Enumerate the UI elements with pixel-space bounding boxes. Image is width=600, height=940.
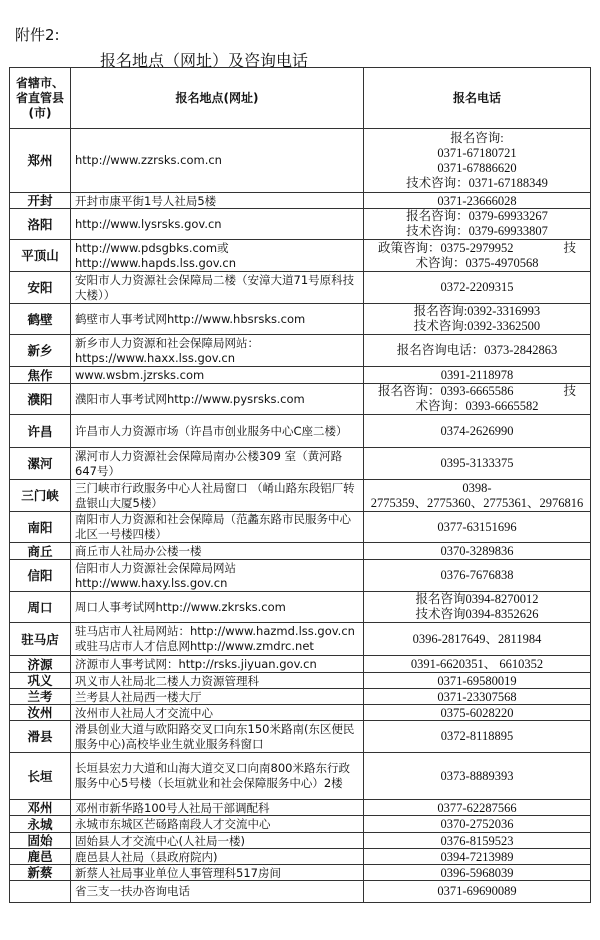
phone-line: 术咨询：0393-6665582 <box>415 399 539 413</box>
phone-line: 0398- <box>462 480 492 495</box>
phone-line: 0372-8118895 <box>440 729 514 743</box>
address-cell: 汝州市人社局人才交流中心 <box>71 705 364 721</box>
table-row <box>10 800 591 816</box>
phone-cell <box>364 673 591 689</box>
phone-cell <box>364 800 591 816</box>
region-cell: 鹤壁 <box>10 304 71 335</box>
region-cell: 郑州 <box>10 129 71 193</box>
phone-line: 0371-23307568 <box>437 689 517 704</box>
phone-cell <box>364 512 591 543</box>
phone-cell <box>364 689 591 705</box>
phone-cell <box>364 592 591 623</box>
phone-cell <box>364 753 591 800</box>
table-row <box>10 480 591 512</box>
address-cell: 濮阳市人事考试网http://www.pysrsks.com <box>71 384 364 415</box>
phone-line: 0370-2752036 <box>440 816 514 831</box>
phone-line: 报名咨询0394-8270012 <box>415 592 539 606</box>
phone-cell <box>364 881 591 903</box>
address-cell: 济源市人事考试网：http://rsks.jiyuan.gov.cn <box>71 656 364 673</box>
table-row <box>10 335 591 367</box>
phone-cell <box>364 833 591 849</box>
phone-cell <box>364 656 591 673</box>
region-cell: 固始 <box>10 833 71 849</box>
phone-line: 0375-6028220 <box>440 705 514 720</box>
address-cell: 信阳市人力资源社会保障局网站http://www.haxy.lss.gov.cn <box>71 560 364 592</box>
phone-line: 0371-23666028 <box>437 193 517 208</box>
phone-line: 0373-8889393 <box>440 768 514 783</box>
phone-line: 报名咨询电话：0373-2842863 <box>396 343 558 357</box>
address-cell: 兰考县人社局西一楼大厅 <box>71 689 364 705</box>
phone-line: 0374-2626990 <box>440 423 514 438</box>
table-row <box>10 689 591 705</box>
address-cell: 新蔡人社局事业单位人事管理科517房间 <box>71 865 364 881</box>
address-cell: 安阳市人力资源社会保障局二楼（安漳大道71号原科技大楼）） <box>71 272 364 304</box>
table-row <box>10 193 591 209</box>
region-cell: 焦作 <box>10 367 71 384</box>
header-region: 省辖市、省直管县(市) <box>10 68 71 129</box>
phone-cell <box>364 816 591 833</box>
table-row <box>10 209 591 240</box>
phone-cell <box>364 480 591 512</box>
phone-line: 0372-2209315 <box>440 280 514 294</box>
phone-cell <box>364 129 591 193</box>
page-title: 报名地点（网址）及咨询电话 <box>100 51 309 70</box>
table-row <box>10 865 591 881</box>
address-cell: 巩义市人社局北二楼人力资源管理科 <box>71 673 364 689</box>
phone-cell <box>364 272 591 304</box>
phone-line: 技术咨询:0392-3362500 <box>413 319 541 333</box>
table-row <box>10 272 591 304</box>
address-cell: 许昌市人力资源市场（许昌市创业服务中心C座二楼） <box>71 415 364 448</box>
table-row <box>10 240 591 272</box>
address-cell: 永城市东城区芒砀路南段人才交流中心 <box>71 816 364 833</box>
phone-cell <box>364 849 591 865</box>
table-row <box>10 448 591 480</box>
table-row <box>10 833 591 849</box>
region-cell: 南阳 <box>10 512 71 543</box>
table-row <box>10 384 591 415</box>
region-cell: 信阳 <box>10 560 71 592</box>
region-cell: 安阳 <box>10 272 71 304</box>
phone-line: 2775359、2775360、2775361、2976816 <box>370 495 584 510</box>
address-cell: 驻马店市人社局网站：http://www.hazmd.lss.gov.cn或驻马店市人才信息网http://www.zmdrc.net <box>71 623 364 656</box>
phone-cell <box>364 209 591 240</box>
region-cell: 濮阳 <box>10 384 71 415</box>
phone-cell <box>364 415 591 448</box>
region-cell: 兰考 <box>10 689 71 705</box>
region-cell: 滑县 <box>10 721 71 753</box>
address-cell: 漯河市人力资源社会保障局南办公楼309 室（黄河路647号） <box>71 448 364 480</box>
phone-cell <box>364 543 591 560</box>
table-row <box>10 367 591 384</box>
address-cell: 周口人事考试网http://www.zkrsks.com <box>71 592 364 623</box>
region-cell: 商丘 <box>10 543 71 560</box>
address-cell: 开封市康平街1号人社局5楼 <box>71 193 364 209</box>
region-cell: 周口 <box>10 592 71 623</box>
region-cell: 济源 <box>10 656 71 673</box>
address-cell: 南阳市人力资源和社会保障局（范蠡东路市民服务中心北区一号楼四楼） <box>71 512 364 543</box>
phone-line: 0377-63151696 <box>437 519 517 534</box>
phone-line: 0391-6620351、 6610352 <box>410 656 544 671</box>
phone-line: 报名咨询: <box>450 130 504 145</box>
address-cell: 新乡市人力资源和社会保障局网站：https://www.haxx.lss.gov.cn <box>71 335 364 367</box>
phone-line: 0396-5968039 <box>440 865 514 880</box>
phone-line: 0376-8159523 <box>440 833 514 848</box>
phone-line: 0395-3133375 <box>440 456 514 470</box>
phone-line: 报名咨询:0392-3316993 <box>413 304 541 318</box>
region-cell: 驻马店 <box>10 623 71 656</box>
table-row <box>10 304 591 335</box>
phone-line: 技术咨询：0379-69933807 <box>406 224 548 238</box>
phone-cell <box>364 367 591 384</box>
region-cell: 永城 <box>10 816 71 833</box>
phone-cell <box>364 335 591 367</box>
phone-line: 0371-69690089 <box>437 884 517 898</box>
table-row <box>10 656 591 673</box>
header-phone: 报名电话 <box>364 68 591 129</box>
phone-cell <box>364 560 591 592</box>
address-cell: http://www.lysrsks.gov.cn <box>71 209 364 240</box>
phone-cell <box>364 623 591 656</box>
phone-cell <box>364 384 591 415</box>
phone-line: 0371-67180721 <box>437 145 517 160</box>
phone-cell <box>364 304 591 335</box>
attachment-label: 附件2: <box>15 26 60 44</box>
phone-line: 术咨询：0375-4970568 <box>415 255 539 270</box>
phone-cell <box>364 721 591 753</box>
table-row <box>10 753 591 800</box>
region-cell: 新乡 <box>10 335 71 367</box>
address-cell: 滑县创业大道与欧阳路交叉口向东150米路南(东区便民服务中心)高校毕业生就业服务科窗口 <box>71 721 364 753</box>
phone-line: 0371-67886620 <box>437 160 517 175</box>
phone-line: 技术咨询：0371-67188349 <box>406 175 548 190</box>
phone-line: 0371-69580019 <box>437 673 517 688</box>
address-cell: 鹤壁市人事考试网http://www.hbsrsks.com <box>71 304 364 335</box>
address-cell: http://www.zzrsks.com.cn <box>71 129 364 193</box>
address-cell: www.wsbm.jzrsks.com <box>71 367 364 384</box>
address-cell: 邓州市新华路100号人社局干部调配科 <box>71 800 364 816</box>
table-row <box>10 673 591 689</box>
table-row <box>10 881 591 903</box>
table-row <box>10 560 591 592</box>
table-row <box>10 816 591 833</box>
region-cell: 漯河 <box>10 448 71 480</box>
phone-line: 技术咨询0394-8352626 <box>415 607 539 621</box>
phone-line: 报名咨询：0393-6665586 技 <box>378 384 576 398</box>
table-row <box>10 415 591 448</box>
table-row <box>10 129 591 193</box>
address-cell: 商丘市人社局办公楼一楼 <box>71 543 364 560</box>
region-cell: 汝州 <box>10 705 71 721</box>
address-cell: 固始县人才交流中心(人社局一楼) <box>71 833 364 849</box>
registration-table <box>9 67 591 903</box>
table-row <box>10 721 591 753</box>
address-cell: 长垣县宏力大道和山海大道交叉口向南800米路东行政服务中心5号楼（长垣就业和社会保障服务中心）2楼 <box>71 753 364 800</box>
table-row <box>10 623 591 656</box>
region-cell: 开封 <box>10 193 71 209</box>
table-row <box>10 849 591 865</box>
region-cell: 鹿邑 <box>10 849 71 865</box>
phone-line: 0376-7676838 <box>440 568 514 582</box>
phone-line: 政策咨询：0375-2979952 技 <box>378 240 576 255</box>
phone-cell <box>364 448 591 480</box>
region-cell: 平顶山 <box>10 240 71 272</box>
phone-line: 0396-2817649、2811984 <box>412 631 542 646</box>
region-cell <box>10 881 71 903</box>
table-row <box>10 592 591 623</box>
table-row <box>10 512 591 543</box>
table-header-row <box>10 68 591 129</box>
address-cell: 鹿邑县人社局（县政府院内) <box>71 849 364 865</box>
phone-cell <box>364 240 591 272</box>
header-address: 报名地点(网址) <box>71 68 364 129</box>
region-cell: 洛阳 <box>10 209 71 240</box>
region-cell: 巩义 <box>10 673 71 689</box>
region-cell: 邓州 <box>10 800 71 816</box>
address-cell: 三门峡市行政服务中心人社局窗口 （崤山路东段铝厂转盘银山大厦5楼） <box>71 480 364 512</box>
table-row <box>10 543 591 560</box>
phone-line: 0370-3289836 <box>440 543 514 558</box>
region-cell: 许昌 <box>10 415 71 448</box>
phone-cell <box>364 193 591 209</box>
phone-line: 报名咨询：0379-69933267 <box>406 209 548 223</box>
address-cell: 省三支一扶办咨询电话 <box>71 881 364 903</box>
region-cell: 三门峡 <box>10 480 71 512</box>
phone-line: 0394-7213989 <box>440 849 514 864</box>
phone-line: 0391-2118978 <box>440 367 514 382</box>
region-cell: 新蔡 <box>10 865 71 881</box>
phone-cell <box>364 865 591 881</box>
region-cell: 长垣 <box>10 753 71 800</box>
address-cell: http://www.pdsgbks.com或http://www.hapds.lss.gov.cn <box>71 240 364 272</box>
table-row <box>10 705 591 721</box>
phone-line: 0377-62287566 <box>437 800 517 815</box>
phone-cell <box>364 705 591 721</box>
